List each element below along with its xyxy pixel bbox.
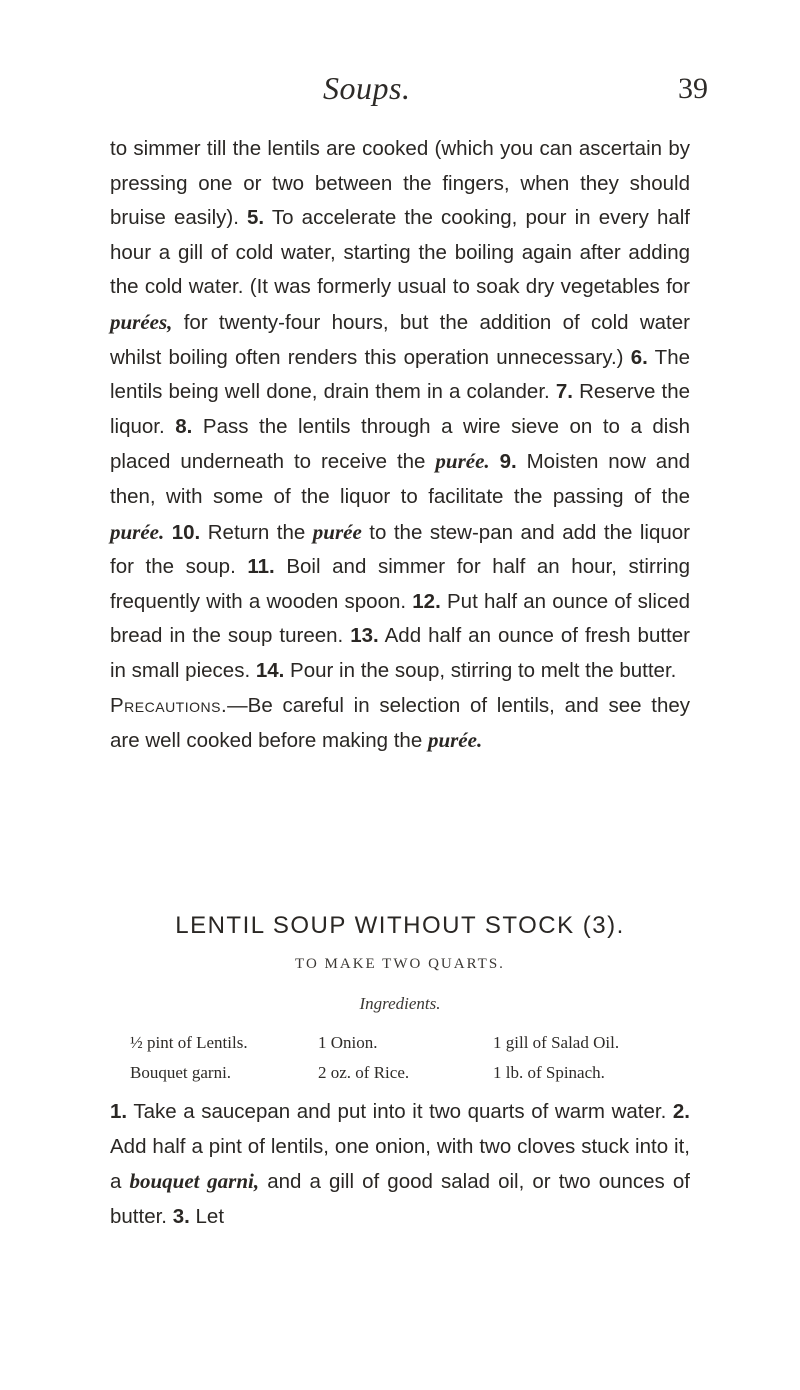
recipe-method — [110, 1095, 690, 1234]
method-step-3-text: Let — [195, 1204, 225, 1228]
puree-italic-term: purée. — [110, 519, 165, 544]
method-step-2-text-continued: and a gill of good salad oil, or two ounces of butter. — [110, 1170, 690, 1228]
step-number-8: 8. — [175, 414, 193, 438]
step-14-text: Pour in the soup, stirring to melt the butter. — [290, 658, 677, 682]
ingredient-item: 1 gill of Salad Oil. — [493, 1033, 620, 1052]
ingredient-item: Bouquet garni. — [130, 1063, 232, 1082]
method-step-number-3: 3. — [172, 1204, 190, 1228]
precautions-text: —Be careful in selection of lentils, and see they are well cooked before making the — [110, 693, 690, 753]
continued-instructions — [110, 132, 690, 759]
puree-italic-term: purées, — [110, 309, 173, 334]
puree-italic-term: purée. — [427, 728, 483, 753]
method-step-number-2: 2. — [672, 1100, 691, 1123]
step-5-text-continued: for twenty-four hours, but the addition of cold water whilst boiling often renders this operation unnecessary.) — [110, 310, 690, 369]
recipe-title: LENTIL SOUP WITHOUT STOCK (3). — [175, 912, 625, 939]
step-11-text: Boil and simmer for half an hour, stirring frequently with a wooden spoon. — [110, 555, 690, 613]
step-number-11: 11. — [247, 555, 275, 579]
method-paragraph — [110, 1095, 690, 1234]
method-step-number-1: 1. — [110, 1100, 128, 1123]
instruction-paragraph — [110, 132, 690, 689]
ingredient-item: 1 Onion. — [318, 1033, 378, 1052]
running-head — [0, 70, 800, 110]
step-13-text: Add half an ounce of fresh butter in small pieces. — [110, 624, 690, 682]
step-number-13: 13. — [350, 624, 379, 648]
step-number-5: 5. — [247, 206, 265, 230]
ingredient-item: 1 lb. of Spinach. — [493, 1063, 605, 1082]
step-5-text: To accelerate the cooking, pour in every half hour a gill of cold water, starting the boiling again after adding the cold water. (It was formerly usual to soak dry vegetables for — [110, 206, 690, 299]
step-9-text: Moisten now and then, with some of the liquor to facilitate the passing of the — [110, 450, 691, 508]
step-4-end-text: to simmer till the lentils are cooked (which you can ascertain by pressing one or two between the fingers, when they should bruise easily). — [110, 137, 690, 230]
step-10-text-continued: to the stew-pan and add the liquor for the soup. — [110, 520, 691, 579]
recipe-yield: TO MAKE TWO QUARTS. — [295, 956, 505, 972]
method-step-2-text: Add half a pint of lentils, one onion, with two cloves stuck into it, a — [110, 1134, 690, 1194]
precautions-paragraph — [110, 689, 690, 759]
step-12-text: Put half an ounce of sliced bread in the soup tureen. — [110, 589, 691, 648]
step-number-7: 7. — [555, 380, 573, 404]
ingredient-row — [130, 1028, 690, 1058]
ingredient-row — [130, 1058, 690, 1088]
ingredient-item: 2 oz. of Rice. — [318, 1063, 410, 1082]
step-number-10: 10. — [171, 520, 201, 544]
ingredient-item: ½ pint of Lentils. — [130, 1033, 248, 1052]
page-number: 39 — [678, 72, 708, 105]
step-6-text: The lentils being well done, drain them in a colander. — [110, 345, 690, 404]
precautions-label: Precautions. — [110, 693, 228, 717]
step-number-14: 14. — [255, 658, 285, 682]
step-number-6: 6. — [630, 345, 648, 369]
puree-italic-term: purée. — [435, 449, 490, 474]
running-title: Soups. — [323, 70, 411, 106]
ingredients-list — [130, 1028, 690, 1088]
puree-italic-term: purée — [312, 519, 362, 544]
step-8-text: Pass the lentils through a wire sieve on to a dish placed underneath to receive the — [110, 414, 691, 474]
step-number-12: 12. — [412, 589, 441, 613]
method-step-1-text: Take a saucepan and put into it two quarts of warm water. — [133, 1100, 667, 1123]
ingredients-heading: Ingredients. — [359, 994, 441, 1013]
step-number-9: 9. — [499, 450, 517, 474]
bouquet-garni-italic-term: bouquet garni, — [129, 1169, 260, 1194]
step-7-text: Reserve the liquor. — [110, 380, 690, 438]
step-10-text: Return the — [207, 520, 306, 544]
